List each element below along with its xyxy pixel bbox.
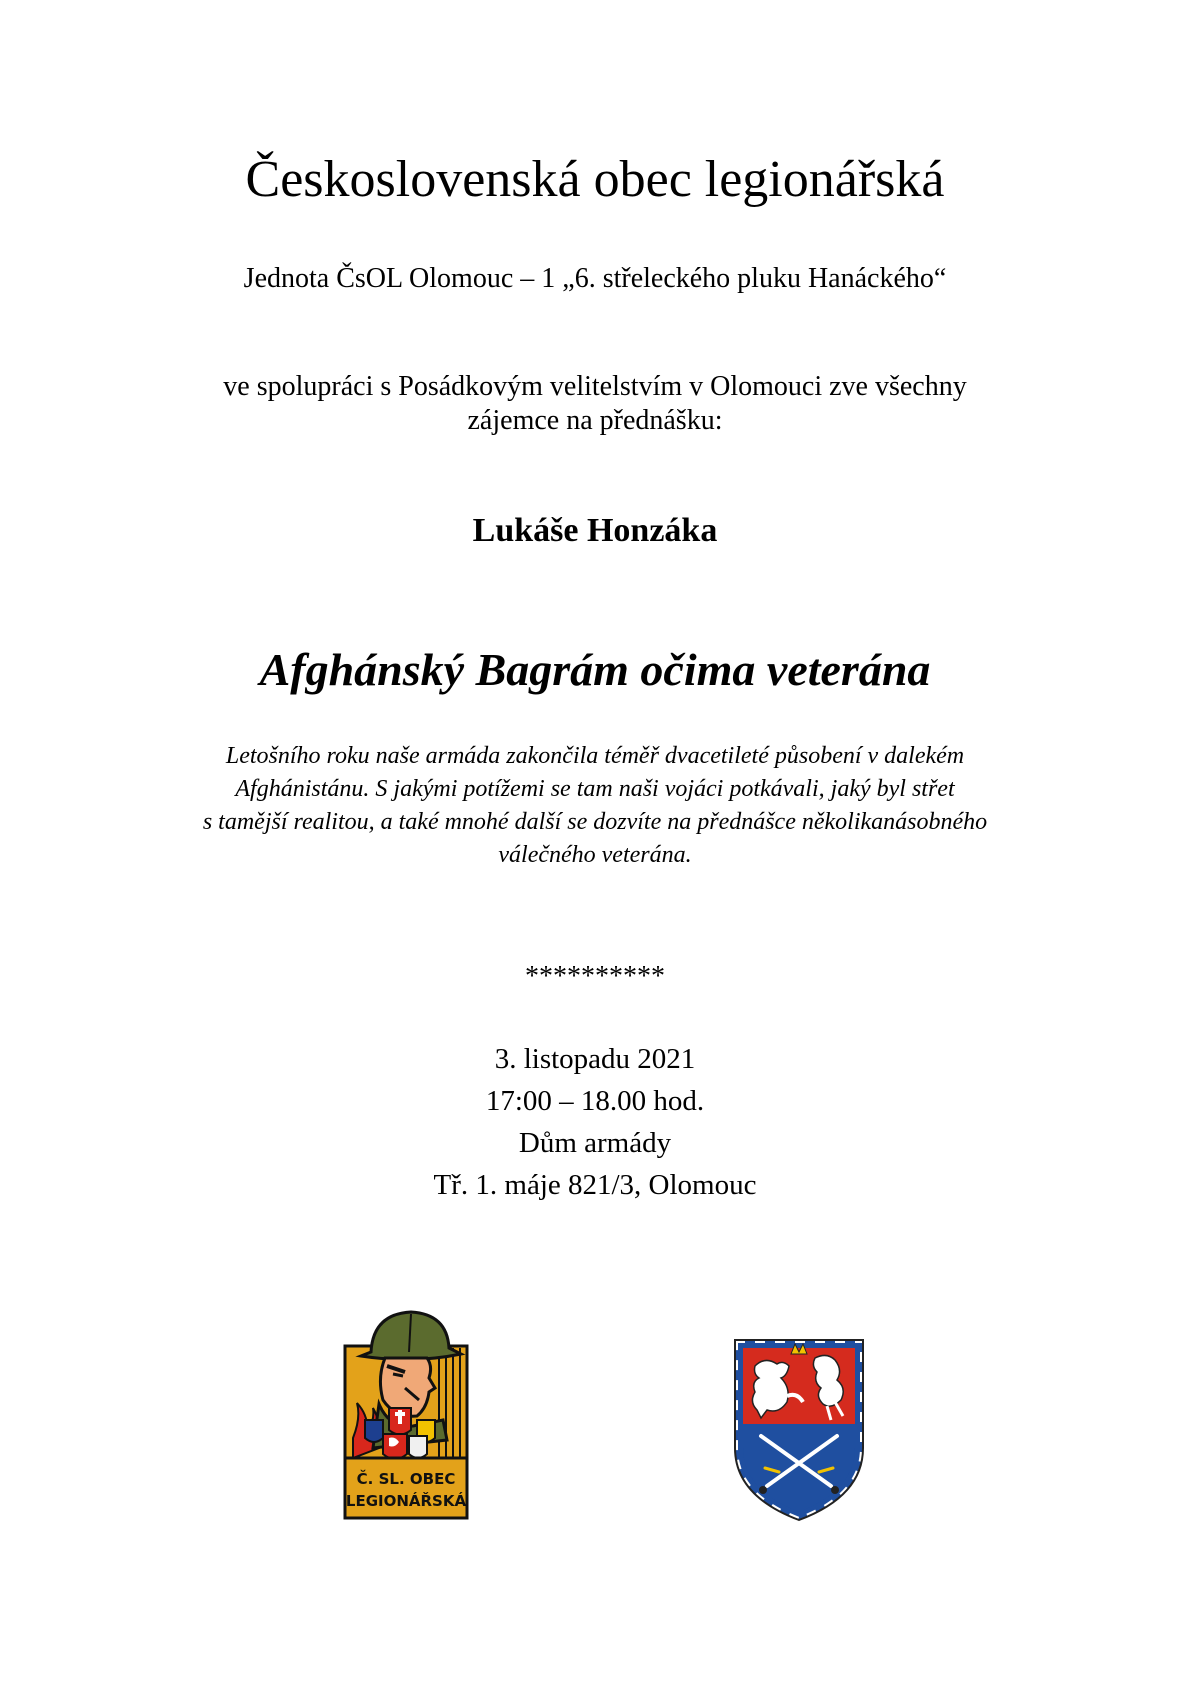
branch-name: Jednota ČsOL Olomouc – 1 „6. střeleckého pluku Hanáckého“ <box>243 263 947 294</box>
speaker-name: Lukáše Honzáka <box>472 512 718 549</box>
lecture-title: Afghánský Bagrám očima veterána <box>259 644 931 695</box>
csol-logo-text-2: LEGIONÁŘSKÁ <box>345 1492 467 1510</box>
event-venue: Dům armády <box>518 1127 672 1159</box>
army-coat-of-arms-icon <box>731 1336 867 1524</box>
csol-logo-text-1: Č. SL. OBEC <box>356 1470 456 1488</box>
event-date: 3. listopadu 2021 <box>494 1043 696 1075</box>
event-time: 17:00 – 18.00 hod. <box>485 1085 705 1117</box>
event-address: Tř. 1. máje 821/3, Olomouc <box>433 1169 757 1201</box>
csol-legionnaire-logo-icon <box>343 1308 473 1523</box>
description-line: s tamější realitou, a také mnohé další se dozvíte na přednášce několikanásobného <box>202 809 988 835</box>
description-line: válečného veterána. <box>498 842 692 868</box>
invitation-text <box>0 370 1190 438</box>
description-line: Letošního roku naše armáda zakončila téměř dvacetileté působení v dalekém <box>225 743 965 769</box>
lecture-description <box>0 740 1190 872</box>
separator: ********** <box>525 961 665 992</box>
organization-title: Československá obec legionářská <box>245 151 945 208</box>
invitation-line: zájemce na přednášku: <box>467 405 723 436</box>
description-line: Afghánistánu. S jakými potížemi se tam naši vojáci potkávali, jaký byl střet <box>235 776 955 802</box>
invitation-line: ve spolupráci s Posádkovým velitelstvím v Olomouci zve všechny <box>223 371 967 402</box>
event-details <box>0 1038 1190 1206</box>
